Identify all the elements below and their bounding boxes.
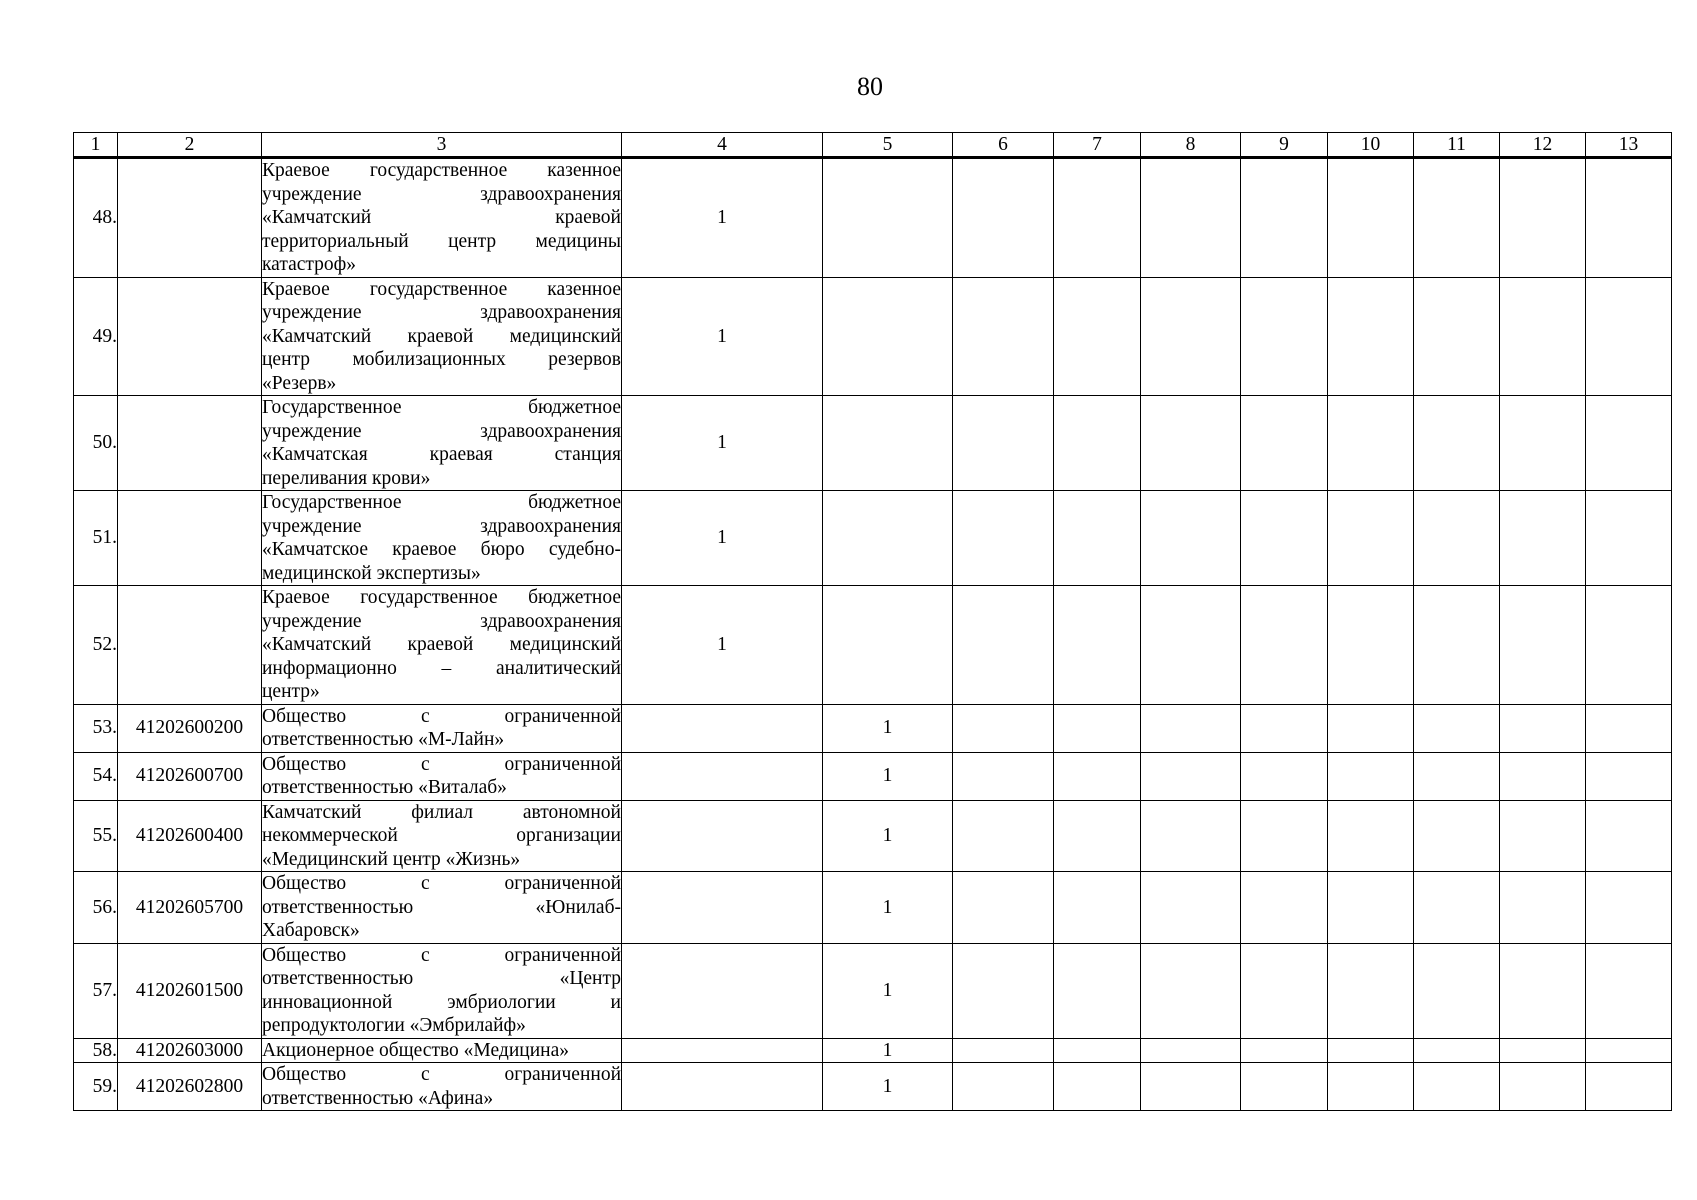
org-name-line: территориальный центр медицины: [262, 230, 621, 252]
col-7-cell: [1054, 491, 1141, 586]
org-name-line: центр»: [262, 681, 320, 702]
row-number-cell: 56.: [74, 872, 118, 944]
table-row: [74, 586, 1672, 705]
org-name-line: Общество с ограниченной: [262, 753, 621, 775]
col-6-cell: [953, 752, 1054, 800]
org-name-line: Камчатский филиал автономной: [262, 801, 621, 823]
row-number-cell: 55.: [74, 800, 118, 872]
org-name-line: Акционерное общество «Медицина»: [262, 1039, 569, 1061]
org-name-line: переливания крови»: [262, 467, 431, 489]
col-4-cell: [622, 1038, 823, 1063]
org-name-line: учреждение здравоохранения: [262, 610, 621, 632]
table-row: [74, 752, 1672, 800]
org-name-line: Краевое государственное казенное: [262, 160, 621, 181]
col-11-cell: [1414, 1038, 1500, 1063]
col-5-cell: 1: [823, 752, 953, 800]
table-row: [74, 872, 1672, 944]
col-13-cell: [1586, 872, 1672, 944]
col-7-cell: [1054, 752, 1141, 800]
col-13-cell: [1586, 586, 1672, 705]
col-12-cell: [1500, 586, 1586, 705]
col-6-cell: [953, 704, 1054, 752]
col-4-cell: 1: [622, 277, 823, 396]
org-name-line: «Камчатский краевой медицинский: [262, 325, 621, 347]
header-cell-8: 8: [1141, 133, 1241, 158]
org-name-line: катастроф»: [262, 254, 357, 275]
col-6-cell: [953, 158, 1054, 278]
col-4-cell: 1: [622, 491, 823, 586]
col-8-cell: [1141, 704, 1241, 752]
org-code-cell: [118, 586, 262, 705]
table-row: [74, 396, 1672, 491]
col-5-cell: 1: [823, 704, 953, 752]
table-row: [74, 704, 1672, 752]
org-name-line: центр мобилизационных резервов: [262, 349, 621, 370]
col-7-cell: [1054, 704, 1141, 752]
col-8-cell: [1141, 396, 1241, 491]
header-cell-9: 9: [1241, 133, 1328, 158]
row-number-cell: 49.: [74, 277, 118, 396]
col-4-cell: [622, 800, 823, 872]
col-6-cell: [953, 1038, 1054, 1063]
col-9-cell: [1241, 158, 1328, 278]
header-cell-5: 5: [823, 133, 953, 158]
col-11-cell: [1414, 704, 1500, 752]
col-9-cell: [1241, 872, 1328, 944]
col-4-cell: [622, 943, 823, 1038]
col-13-cell: [1586, 704, 1672, 752]
col-11-cell: [1414, 1063, 1500, 1111]
row-number-cell: 50.: [74, 396, 118, 491]
col-10-cell: [1328, 1063, 1414, 1111]
header-row: [74, 133, 1672, 158]
col-10-cell: [1328, 158, 1414, 278]
col-10-cell: [1328, 752, 1414, 800]
col-6-cell: [953, 1063, 1054, 1111]
col-9-cell: [1241, 1063, 1328, 1111]
header-cell-2: 2: [118, 133, 262, 158]
table-row: [74, 277, 1672, 396]
col-11-cell: [1414, 943, 1500, 1038]
org-name-cell: [262, 396, 622, 491]
org-name-line: «Камчатский краевой медицинский: [262, 634, 621, 655]
org-name-line: инновационной эмбриологии и: [262, 991, 621, 1013]
col-5-cell: 1: [823, 872, 953, 944]
org-name-cell: [262, 872, 622, 944]
row-number-cell: 53.: [74, 704, 118, 752]
col-8-cell: [1141, 800, 1241, 872]
col-8-cell: [1141, 491, 1241, 586]
col-12-cell: [1500, 943, 1586, 1038]
col-13-cell: [1586, 800, 1672, 872]
org-name-line: информационно – аналитический: [262, 657, 621, 679]
org-code-cell: 41202600700: [118, 752, 262, 800]
org-code-cell: [118, 491, 262, 586]
col-12-cell: [1500, 158, 1586, 278]
col-10-cell: [1328, 704, 1414, 752]
org-code-cell: 41202600200: [118, 704, 262, 752]
col-13-cell: [1586, 158, 1672, 278]
col-5-cell: [823, 277, 953, 396]
col-9-cell: [1241, 704, 1328, 752]
header-cell-13: 13: [1586, 133, 1672, 158]
org-code-cell: 41202600400: [118, 800, 262, 872]
org-name-line: «Камчатский краевой: [262, 207, 621, 228]
row-number-cell: 48.: [74, 158, 118, 278]
org-name-line: Хабаровск»: [262, 920, 360, 941]
org-name-cell: [262, 1063, 622, 1111]
org-name-cell: [262, 1038, 622, 1063]
col-11-cell: [1414, 586, 1500, 705]
header-cell-3: 3: [262, 133, 622, 158]
col-6-cell: [953, 943, 1054, 1038]
org-name-line: Краевое государственное казенное: [262, 278, 621, 300]
col-9-cell: [1241, 752, 1328, 800]
org-code-cell: 41202601500: [118, 943, 262, 1038]
col-12-cell: [1500, 491, 1586, 586]
org-name-line: Государственное бюджетное: [262, 397, 621, 418]
col-5-cell: 1: [823, 1038, 953, 1063]
row-number-cell: 52.: [74, 586, 118, 705]
col-9-cell: [1241, 396, 1328, 491]
col-10-cell: [1328, 943, 1414, 1038]
col-9-cell: [1241, 1038, 1328, 1063]
org-name-line: медицинской экспертизы»: [262, 562, 481, 584]
header-cell-10: 10: [1328, 133, 1414, 158]
org-name-line: «Камчатская краевая станция: [262, 444, 621, 465]
col-12-cell: [1500, 752, 1586, 800]
col-12-cell: [1500, 277, 1586, 396]
org-name-line: Общество с ограниченной: [262, 944, 621, 966]
col-13-cell: [1586, 277, 1672, 396]
col-13-cell: [1586, 396, 1672, 491]
row-number-cell: 51.: [74, 491, 118, 586]
col-4-cell: [622, 1063, 823, 1111]
col-13-cell: [1586, 943, 1672, 1038]
org-name-line: «Резерв»: [262, 372, 337, 394]
col-4-cell: 1: [622, 586, 823, 705]
org-name-line: «Камчатское краевое бюро судебно-: [262, 539, 621, 560]
org-name-line: Общество с ограниченной: [262, 1064, 621, 1085]
col-7-cell: [1054, 396, 1141, 491]
col-8-cell: [1141, 752, 1241, 800]
col-6-cell: [953, 491, 1054, 586]
col-7-cell: [1054, 1038, 1141, 1063]
org-name-line: Краевое государственное бюджетное: [262, 587, 621, 608]
org-name-cell: [262, 586, 622, 705]
col-10-cell: [1328, 586, 1414, 705]
col-9-cell: [1241, 491, 1328, 586]
org-name-line: репродуктологии «Эмбрилайф»: [262, 1015, 526, 1036]
col-7-cell: [1054, 943, 1141, 1038]
col-12-cell: [1500, 704, 1586, 752]
org-name-cell: [262, 943, 622, 1038]
col-4-cell: [622, 872, 823, 944]
col-10-cell: [1328, 1038, 1414, 1063]
col-5-cell: [823, 396, 953, 491]
col-7-cell: [1054, 277, 1141, 396]
org-name-line: учреждение здравоохранения: [262, 183, 621, 205]
col-13-cell: [1586, 491, 1672, 586]
org-name-cell: [262, 158, 622, 278]
col-4-cell: 1: [622, 158, 823, 278]
header-cell-7: 7: [1054, 133, 1141, 158]
col-4-cell: [622, 752, 823, 800]
org-code-cell: [118, 396, 262, 491]
col-10-cell: [1328, 277, 1414, 396]
org-name-line: ответственностью «Юнилаб-: [262, 896, 621, 918]
col-6-cell: [953, 800, 1054, 872]
col-10-cell: [1328, 800, 1414, 872]
col-5-cell: 1: [823, 943, 953, 1038]
org-code-cell: 41202605700: [118, 872, 262, 944]
org-name-line: ответственностью «М-Лайн»: [262, 729, 505, 750]
col-7-cell: [1054, 800, 1141, 872]
col-4-cell: [622, 704, 823, 752]
org-name-line: учреждение здравоохранения: [262, 420, 621, 442]
header-cell-4: 4: [622, 133, 823, 158]
col-8-cell: [1141, 872, 1241, 944]
table-row: [74, 158, 1672, 278]
table-row: [74, 1038, 1672, 1063]
org-name-line: ответственностью «Афина»: [262, 1087, 494, 1109]
org-name-cell: [262, 704, 622, 752]
col-11-cell: [1414, 396, 1500, 491]
col-5-cell: 1: [823, 1063, 953, 1111]
col-11-cell: [1414, 800, 1500, 872]
col-10-cell: [1328, 396, 1414, 491]
header-cell-12: 12: [1500, 133, 1586, 158]
org-name-line: учреждение здравоохранения: [262, 302, 621, 323]
org-name-line: учреждение здравоохранения: [262, 515, 621, 537]
col-6-cell: [953, 396, 1054, 491]
col-12-cell: [1500, 872, 1586, 944]
col-11-cell: [1414, 872, 1500, 944]
col-6-cell: [953, 586, 1054, 705]
col-8-cell: [1141, 158, 1241, 278]
org-name-cell: [262, 277, 622, 396]
header-cell-6: 6: [953, 133, 1054, 158]
col-12-cell: [1500, 800, 1586, 872]
col-7-cell: [1054, 872, 1141, 944]
org-name-line: «Медицинский центр «Жизнь»: [262, 848, 521, 870]
page-number: 80: [857, 72, 883, 101]
row-number-cell: 58.: [74, 1038, 118, 1063]
col-11-cell: [1414, 491, 1500, 586]
org-name-line: Государственное бюджетное: [262, 492, 621, 513]
col-9-cell: [1241, 586, 1328, 705]
row-number-cell: 54.: [74, 752, 118, 800]
col-5-cell: [823, 491, 953, 586]
col-8-cell: [1141, 586, 1241, 705]
col-6-cell: [953, 872, 1054, 944]
col-8-cell: [1141, 943, 1241, 1038]
col-4-cell: 1: [622, 396, 823, 491]
table-row: [74, 800, 1672, 872]
org-name-cell: [262, 491, 622, 586]
col-10-cell: [1328, 872, 1414, 944]
header-cell-11: 11: [1414, 133, 1500, 158]
col-8-cell: [1141, 277, 1241, 396]
col-7-cell: [1054, 586, 1141, 705]
row-number-cell: 59.: [74, 1063, 118, 1111]
row-number-cell: 57.: [74, 943, 118, 1038]
table-row: [74, 491, 1672, 586]
col-5-cell: 1: [823, 800, 953, 872]
table-body: [74, 158, 1672, 1111]
org-code-cell: 41202602800: [118, 1063, 262, 1111]
col-8-cell: [1141, 1063, 1241, 1111]
col-9-cell: [1241, 800, 1328, 872]
org-name-line: некоммерческой организации: [262, 825, 621, 846]
org-code-cell: [118, 277, 262, 396]
col-13-cell: [1586, 1038, 1672, 1063]
table-row: [74, 943, 1672, 1038]
col-5-cell: [823, 586, 953, 705]
col-10-cell: [1328, 491, 1414, 586]
col-5-cell: [823, 158, 953, 278]
org-code-cell: [118, 158, 262, 278]
org-name-line: Общество с ограниченной: [262, 705, 621, 727]
org-code-cell: 41202603000: [118, 1038, 262, 1063]
org-name-cell: [262, 800, 622, 872]
col-7-cell: [1054, 158, 1141, 278]
org-name-line: ответственностью «Виталаб»: [262, 777, 507, 798]
col-11-cell: [1414, 158, 1500, 278]
col-12-cell: [1500, 1063, 1586, 1111]
col-13-cell: [1586, 1063, 1672, 1111]
col-11-cell: [1414, 277, 1500, 396]
col-6-cell: [953, 277, 1054, 396]
register-table: [73, 132, 1672, 1111]
table-row: [74, 1063, 1672, 1111]
header-cell-1: 1: [74, 133, 118, 158]
org-name-line: Общество с ограниченной: [262, 873, 621, 894]
col-11-cell: [1414, 752, 1500, 800]
org-name-line: ответственностью «Центр: [262, 968, 621, 989]
col-8-cell: [1141, 1038, 1241, 1063]
col-9-cell: [1241, 943, 1328, 1038]
col-9-cell: [1241, 277, 1328, 396]
col-7-cell: [1054, 1063, 1141, 1111]
col-12-cell: [1500, 396, 1586, 491]
col-13-cell: [1586, 752, 1672, 800]
col-12-cell: [1500, 1038, 1586, 1063]
org-name-cell: [262, 752, 622, 800]
